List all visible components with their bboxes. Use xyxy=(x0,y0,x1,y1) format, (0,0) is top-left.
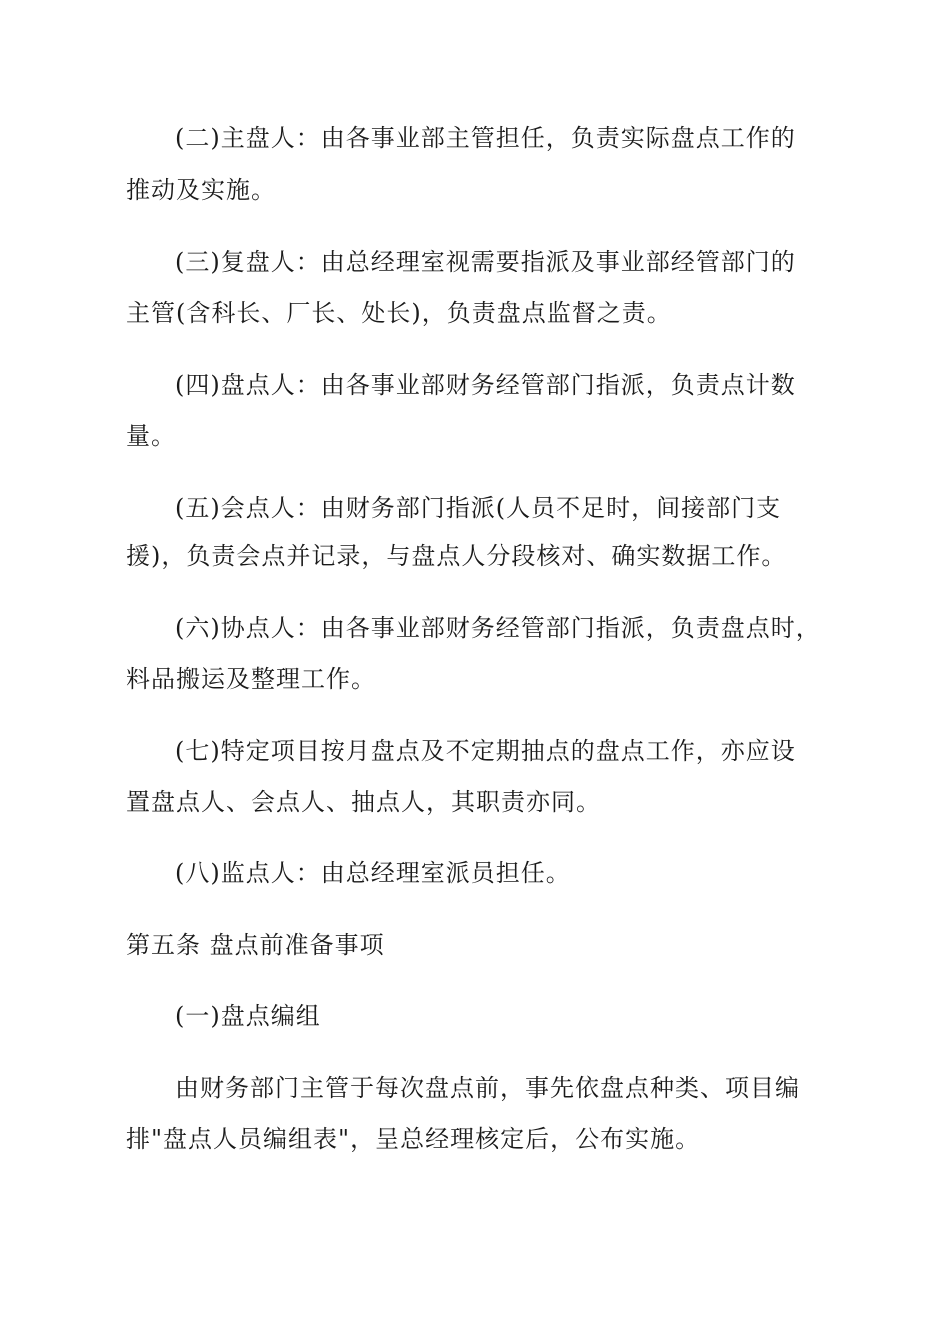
paragraph-line: 援)，负责会点并记录，与盘点人分段核对、确实数据工作。 xyxy=(126,542,787,570)
section-heading: 第五条 盘点前准备事项 xyxy=(126,931,385,959)
paragraph-line: (二)主盘人：由各事业部主管担任，负责实际盘点工作的 xyxy=(175,124,796,152)
paragraph-line: 置盘点人、会点人、抽点人，其职责亦同。 xyxy=(126,788,601,816)
paragraph-line: (五)会点人：由财务部门指派(人员不足时，间接部门支 xyxy=(175,494,782,522)
paragraph-line: 量。 xyxy=(126,422,176,450)
paragraph-line: 由财务部门主管于每次盘点前，事先依盘点种类、项目编 xyxy=(175,1074,800,1102)
paragraph-line: 排"盘点人员编组表"，呈总经理核定后，公布实施。 xyxy=(126,1125,701,1153)
paragraph-line: (四)盘点人：由各事业部财务经管部门指派，负责点计数 xyxy=(175,371,796,399)
paragraph-line: 料品搬运及整理工作。 xyxy=(126,665,376,693)
paragraph-line: (六)协点人：由各事业部财务经管部门指派，负责盘点时， xyxy=(175,614,821,642)
paragraph-line: (三)复盘人：由总经理室视需要指派及事业部经管部门的 xyxy=(175,248,796,276)
paragraph-line: (七)特定项目按月盘点及不定期抽点的盘点工作，亦应设 xyxy=(175,737,796,765)
paragraph-line: 主管(含科长、厂长、处长)，负责盘点监督之责。 xyxy=(126,299,672,327)
paragraph-line: 推动及实施。 xyxy=(126,176,276,204)
subsection-heading: (一)盘点编组 xyxy=(175,1002,321,1030)
paragraph-line: (八)监点人：由总经理室派员担任。 xyxy=(175,859,571,887)
